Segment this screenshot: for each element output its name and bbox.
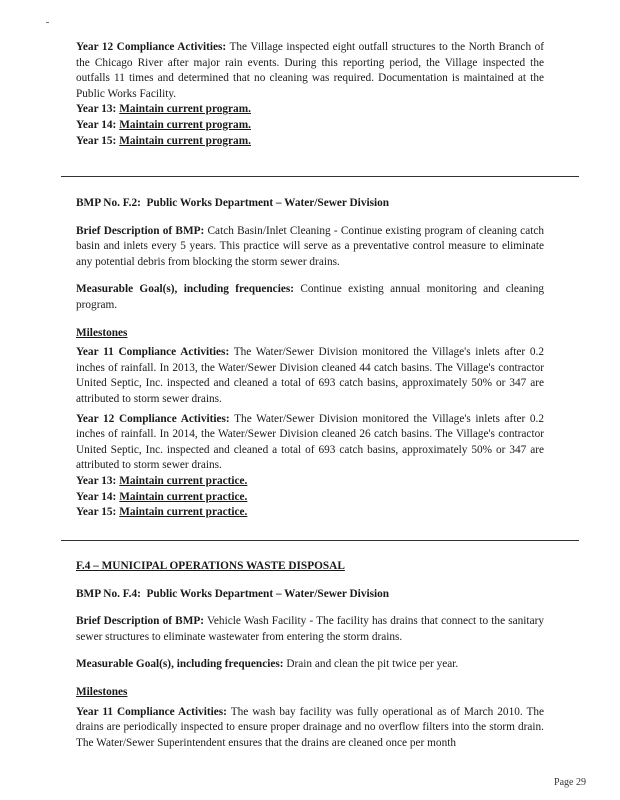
- year14-outfall: Year 14: Maintain current program.: [76, 118, 251, 131]
- bmp-f2-year11: Year 11 Compliance Activities: The Water/Sewer Division monitored the Village's inlets after 0.2 inches of rainfall. In 2013, the Water/Sewer Division cleaned 44 catch basins. The Village's contractor United Septic, Inc. inspected and cleaned a total of 693 catch basins, approximately 50% or 347 are attributed to storm sewer drains.: [76, 346, 544, 405]
- section-f4: [76, 559, 544, 751]
- page-number: Page 29: [554, 777, 586, 788]
- section-outfall-continuation: [76, 40, 544, 149]
- bmp-f2-year15: Year 15: Maintain current practice.: [76, 506, 248, 519]
- bmp-f2-year12: Year 12 Compliance Activities: The Water/Sewer Division monitored the Village's inlets after 0.2 inches of rainfall. In 2014, the Water/Sewer Division cleaned 26 catch basins. The Village's contractor United Septic, Inc. inspected and cleaned a total of 693 catch basins, approximately 50% or 347 are attributed to storm sewer drains.: [76, 412, 545, 472]
- scan-mark: [46, 22, 49, 23]
- year13-outfall: Year 13: Maintain current program.: [76, 103, 251, 116]
- section-divider: [61, 540, 579, 541]
- year12-outfall-paragraph: Year 12 Compliance Activities: The Village inspected eight outfall structures to the North Branch of the Chicago River after major rain events. During this reporting period, the Village inspected the outfalls 11 times and determined that no cleaning was required. Documentation is maintained at the Public Works Facility.: [76, 41, 544, 100]
- bmp-f4-goal: Measurable Goal(s), including frequencies: Drain and clean the pit twice per year.: [76, 658, 459, 671]
- bmp-f2-brief: Brief Description of BMP: Catch Basin/Inlet Cleaning - Continue existing program of cleaning catch basin and inlets every 5 years. This practice will serve as a preventative control measure to eliminate any potential debris from blocking the storm sewer drains.: [76, 224, 545, 268]
- bmp-f4-year11: Year 11 Compliance Activities: The wash bay facility was fully operational as of March 2010. The drains are periodically inspected to ensure proper drainage and no overflow filters into the storm drain. The Water/Sewer Superintendent ensures that the drains are cleaned once per month: [76, 705, 545, 749]
- year15-outfall: Year 15: Maintain current program.: [76, 134, 251, 147]
- bmp-f4-milestones-heading: Milestones: [76, 685, 128, 698]
- f4-section-heading: F.4 – MUNICIPAL OPERATIONS WASTE DISPOSAL: [76, 560, 345, 572]
- bmp-f2-milestones-heading: Milestones: [76, 326, 128, 339]
- bmp-f4-brief: Brief Description of BMP: Vehicle Wash Facility - The facility has drains that connect to the sanitary sewer structures to eliminate wastewater from entering the storm drains.: [76, 615, 545, 643]
- section-bmp-f2: [76, 196, 544, 521]
- bmp-f2-goal: Measurable Goal(s), including frequencies: Continue existing annual monitoring and cleaning program.: [76, 283, 544, 311]
- section-divider: [61, 176, 579, 177]
- bmp-f2-year13: Year 13: Maintain current practice.: [76, 474, 248, 487]
- bmp-f2-year14: Year 14: Maintain current practice.: [76, 490, 248, 503]
- bmp-f4-header: BMP No. F.4: Public Works Department – Water/Sewer Division: [76, 587, 390, 600]
- bmp-f2-header: BMP No. F.2: Public Works Department – Water/Sewer Division: [76, 197, 390, 209]
